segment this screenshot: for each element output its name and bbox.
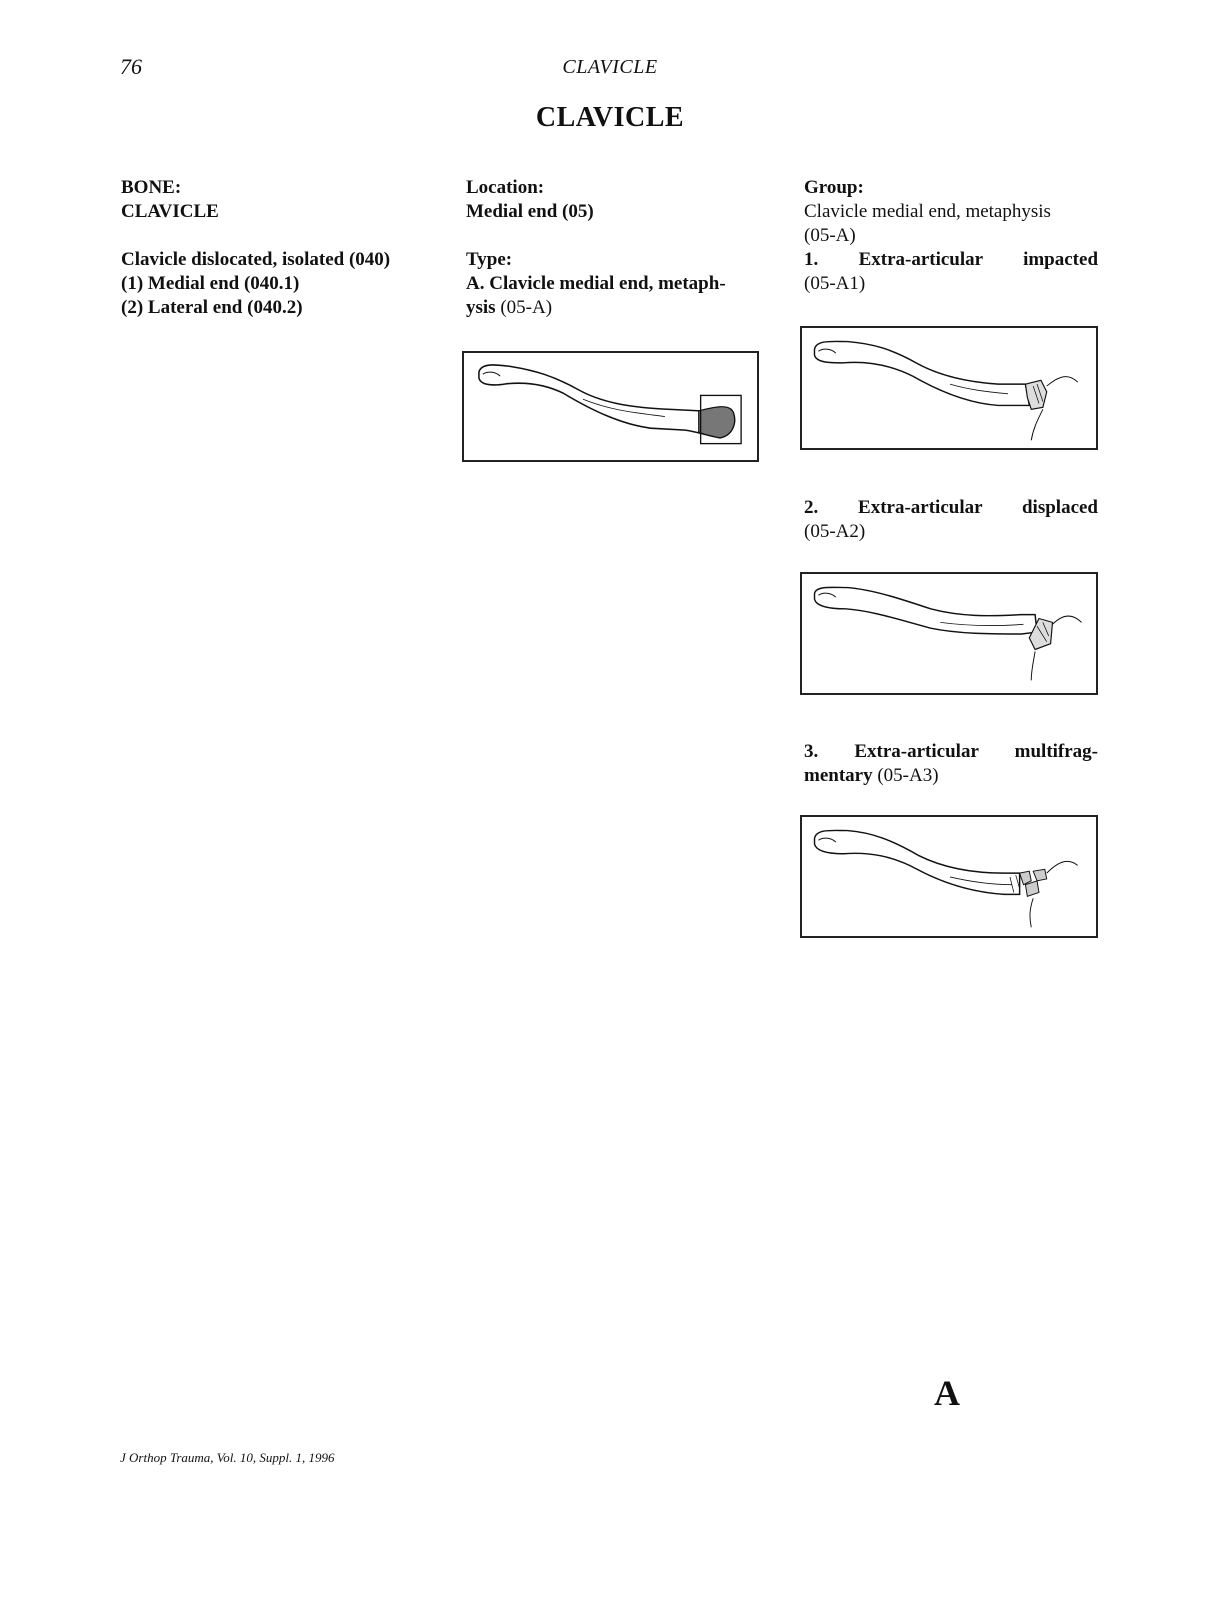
dislocation-item: (1) Medial end (040.1): [121, 273, 300, 294]
running-head: CLAVICLE: [562, 56, 658, 78]
group-item-2-code: (05-A2): [804, 521, 866, 542]
dislocation-title: Clavicle dislocated, isolated (040): [121, 249, 391, 270]
group-item-2-title: 2. Extra-articular displaced: [804, 497, 1099, 518]
section-letter: A: [934, 1373, 960, 1413]
bone-name: CLAVICLE: [121, 201, 219, 222]
bone-label: BONE:: [121, 177, 182, 198]
type-line-2-bold: ysis: [466, 297, 496, 318]
clavicle-a3-illustration: [802, 817, 1096, 936]
type-label: Type:: [466, 249, 513, 270]
location-value: Medial end (05): [466, 201, 594, 222]
type-line-1: A. Clavicle medial end, metaph-: [466, 273, 726, 294]
group-item-2: [804, 496, 1098, 544]
dislocation-item: (2) Lateral end (040.2): [121, 297, 303, 318]
page-title: CLAVICLE: [535, 102, 685, 133]
group-item-1-code: (05-A1): [804, 273, 866, 294]
group-desc-line-1: Clavicle medial end, metaphysis: [804, 201, 1051, 222]
location-column: [466, 176, 766, 320]
group-a2-figure: [800, 572, 1098, 695]
bone-column: [121, 176, 441, 320]
page-number: 76: [120, 54, 142, 79]
group-a3-figure: [800, 815, 1098, 938]
group-item-3-title-line-2: mentary (05-A3): [804, 765, 939, 786]
type-line-2: [466, 296, 766, 320]
group-label: Group:: [804, 177, 864, 198]
group-item-1-title: 1. Extra-articular impacted: [804, 249, 1099, 270]
clavicle-a2-illustration: [802, 574, 1096, 693]
clavicle-type-a-illustration: [464, 353, 757, 460]
clavicle-a1-illustration: [802, 328, 1096, 448]
type-code: (05-A): [495, 297, 553, 318]
type-figure: [462, 351, 759, 462]
group-item-3: [804, 740, 1098, 788]
group-item-3-title-line-1: 3. Extra-articular multifrag-: [804, 741, 1099, 762]
group-desc-line-2: (05-A): [804, 225, 856, 246]
footer-citation: J Orthop Trauma, Vol. 10, Suppl. 1, 1996: [120, 1450, 335, 1465]
location-label: Location:: [466, 177, 545, 198]
group-a1-figure: [800, 326, 1098, 450]
group-column: [804, 176, 1098, 296]
